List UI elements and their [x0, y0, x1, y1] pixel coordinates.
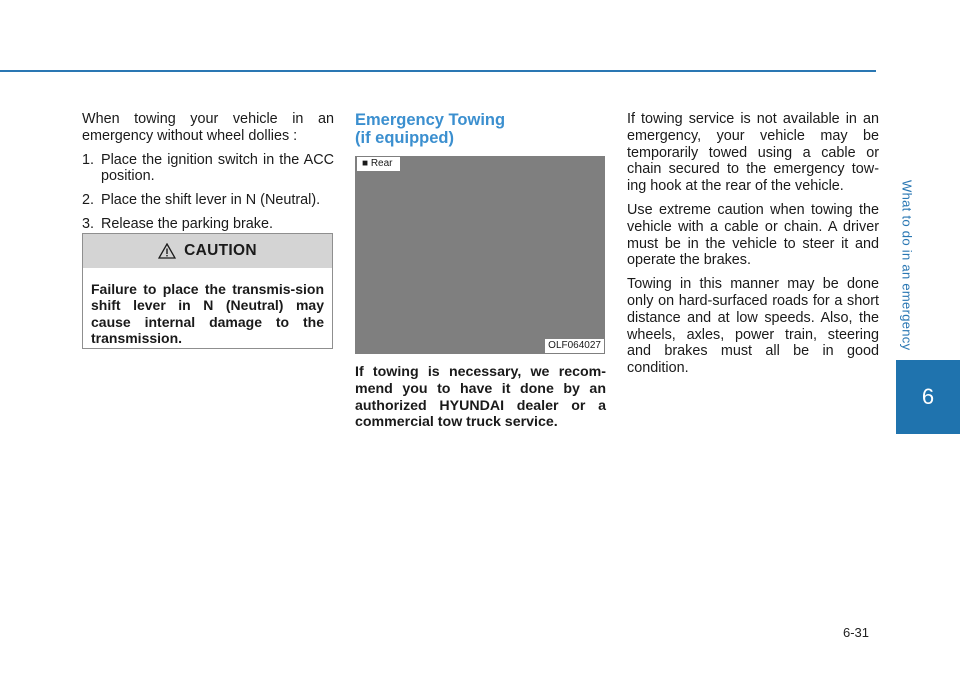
step-item: 2. Place the shift lever in N (Neutral). [82, 192, 321, 209]
step-item: 1. Place the ignition switch in the ACC position. [82, 151, 334, 185]
towing-intro: When towing your vehicle in an emergency without wheel dollies : [82, 111, 334, 144]
caution-header [83, 234, 332, 268]
dealer-recommendation: If towing is necessary, we recom-mend you to have it done by an authorized HYUNDAI dealer or a commercial tow truck service. [355, 364, 606, 431]
section-title-line2: (if equipped) [355, 129, 454, 147]
paragraph: Use extreme caution when towing the vehicle with a cable or chain. A driver must be in the vehicle to steer it and operate the brakes. [627, 201, 879, 269]
chapter-section-label: What to do in an emergency [899, 179, 915, 351]
caution-title: CAUTION [184, 242, 257, 259]
paragraph: If towing service is not available in an emergency, your vehicle may be temporarily towed using a cable or chain secured to the emergency tow-ing hook at the rear of the vehicle. [627, 111, 879, 195]
section-title [355, 111, 605, 147]
image-code: OLF064027 [545, 339, 604, 353]
section-title-line1: Emergency Towing [355, 111, 506, 129]
step-item: 3. Release the parking brake. [82, 215, 273, 232]
towing-steps [82, 152, 334, 233]
chapter-number-tab: 6 [896, 360, 960, 434]
rear-tow-hook-image [355, 156, 605, 354]
image-view-tag: ■ Rear [357, 157, 400, 171]
header-rule [0, 70, 876, 72]
column-right [627, 111, 879, 384]
column-left [82, 111, 334, 240]
caution-box [82, 233, 333, 349]
page-number: 6-31 [843, 625, 870, 640]
caution-text: Failure to place the transmis-sion shift lever in N (Neutral) may cause internal damage to the transmission. [91, 281, 324, 347]
paragraph: Towing in this manner may be done only on hard-surfaced roads for a short distance and at low speeds. Also, the wheels, axles, power train, steering and brakes must all be in good condition. [627, 276, 879, 377]
warning-triangle-icon [158, 243, 176, 259]
